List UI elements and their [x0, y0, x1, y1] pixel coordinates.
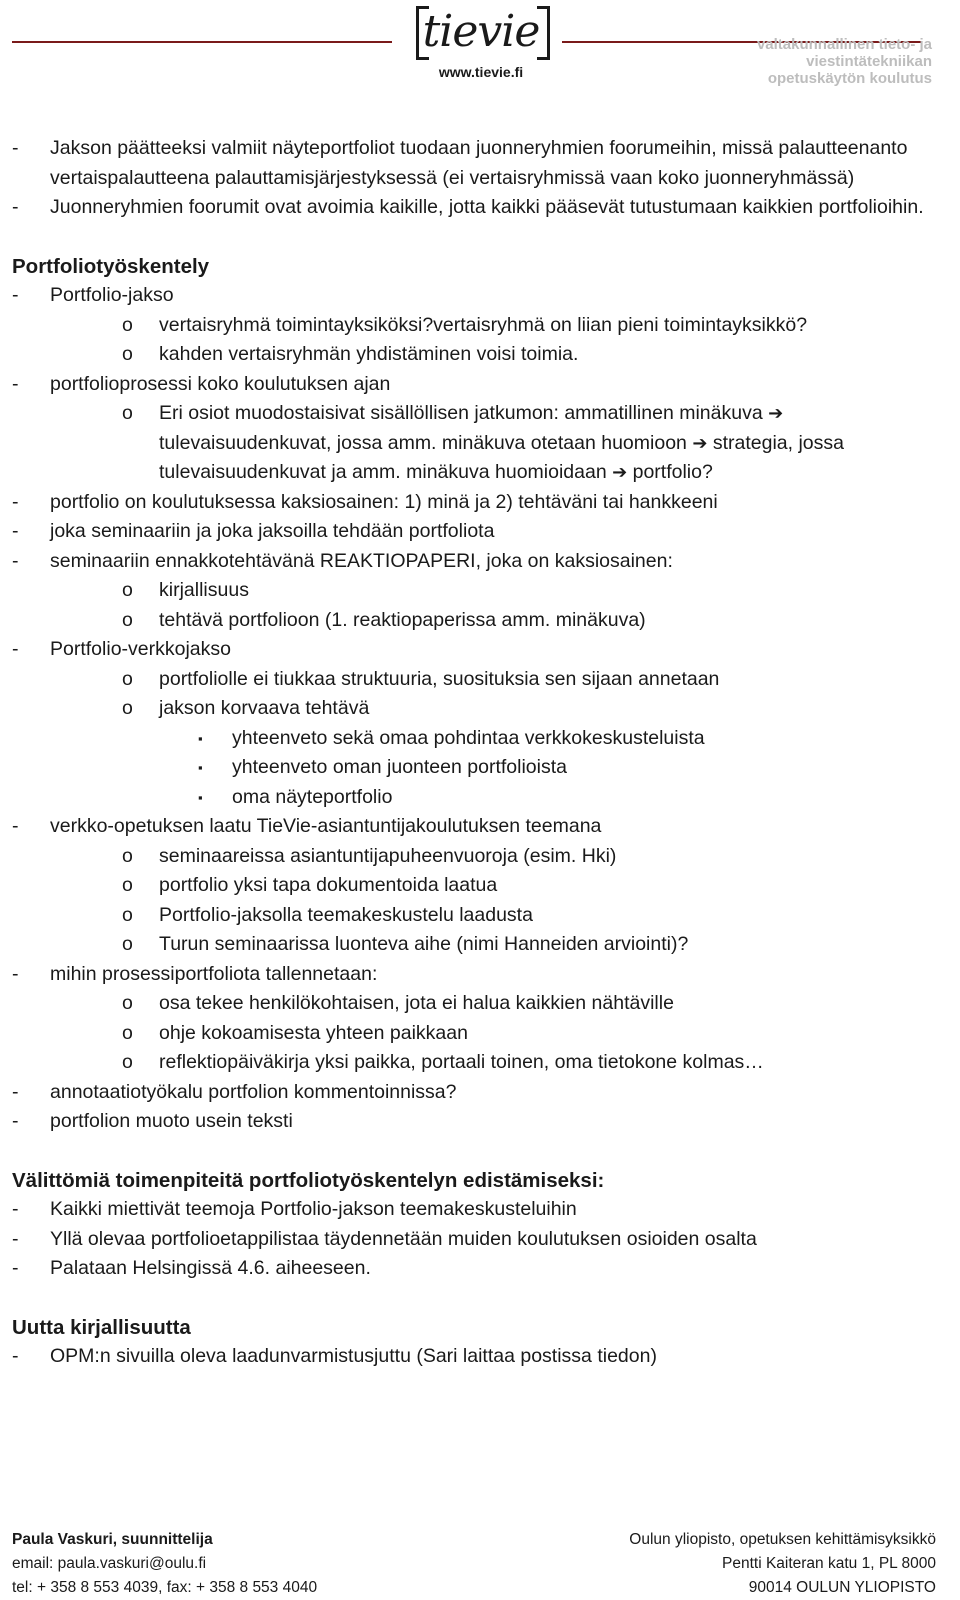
dash-bullet: - [12, 962, 19, 985]
list-item [12, 517, 942, 547]
list-item-text: Palataan Helsingissä 4.6. aiheeseen. [50, 1257, 371, 1279]
sub-item-text: tehtävä portfolioon (1. reaktiopaperissa amm. minäkuva) [159, 608, 646, 631]
sub-list-item [12, 901, 942, 931]
dash-bullet: - [12, 1345, 19, 1367]
sub-sub-item-text: yhteenveto sekä omaa pohdintaa verkkokeskusteluista [232, 726, 705, 749]
dash-bullet: - [12, 1198, 19, 1220]
circle-bullet: o [122, 579, 133, 601]
list-item-text: Portfolio-jakso [50, 284, 174, 306]
list-item [12, 1225, 942, 1255]
sub-item-text: osa tekee henkilökohtaisen, jota ei halua kaikkien nähtäville [159, 992, 674, 1014]
list-item [12, 281, 942, 311]
sub-list-item [12, 694, 942, 724]
list-item [12, 547, 942, 577]
sub-item-text: Eri osiot muodostaisivat sisällöllisen jatkumon: ammatillinen minäkuva [159, 402, 763, 424]
header-rule-left [12, 41, 392, 43]
list-item [12, 960, 942, 990]
sub-list-item [12, 311, 942, 341]
circle-bullet: o [122, 313, 133, 336]
list-item-text: seminaariin ennakkotehtävänä REAKTIOPAPERI, joka on kaksiosainen: [50, 549, 673, 572]
dash-bullet: - [12, 1080, 19, 1103]
dash-bullet: - [12, 520, 19, 542]
logo-wordmark: tievie [422, 6, 540, 57]
list-item [12, 488, 942, 518]
sub-item-text: portfolio? [632, 461, 713, 483]
header-tagline [692, 36, 932, 87]
sub-sub-list-item [12, 783, 942, 813]
tievie-logo [408, 2, 554, 82]
tagline-line: valtakunnallinen tieto- ja [756, 36, 932, 53]
circle-bullet: o [122, 844, 133, 867]
sub-item-text: Portfolio-jaksolla teemakeskustelu laadusta [159, 903, 533, 926]
footer-contact [12, 1528, 317, 1600]
sub-item-text: jakson korvaava tehtävä [159, 697, 370, 719]
square-bullet-icon: ▪ [198, 760, 203, 775]
sub-list-item [12, 871, 942, 901]
footer-address [629, 1528, 936, 1600]
sub-list-item [12, 576, 942, 606]
sub-list-item [12, 340, 942, 370]
sub-list-item [12, 989, 942, 1019]
sub-item-text: kahden vertaisryhmän yhdistäminen voisi toimia. [159, 343, 579, 365]
list-item-text: joka seminaariin ja joka jaksoilla tehdään portfoliota [50, 520, 495, 542]
sub-item-text: reflektiopäiväkirja yksi paikka, portaali toinen, oma tietokone kolmas… [159, 1051, 764, 1073]
footer-org: Oulun yliopisto, opetuksen kehittämisyksikkö [629, 1531, 936, 1548]
sub-sub-list-item [12, 753, 942, 783]
dash-bullet: - [12, 284, 19, 306]
circle-bullet: o [122, 903, 133, 926]
sub-list-item [12, 665, 942, 695]
list-item [12, 635, 942, 665]
right-arrow-icon: ➔ [612, 462, 628, 483]
dash-bullet: - [12, 196, 19, 218]
dash-bullet: - [12, 1257, 19, 1279]
list-item [12, 1195, 942, 1225]
list-item-text: Jakson päätteeksi valmiit näyteportfoliot tuodaan juonneryhmien foorumeihin, missä palautteenanto vertaispalautteena palauttamisjärjestyksessä (ei vertaisryhmissä vaan koko juonneryhmässä) [50, 137, 908, 189]
square-bullet-icon: ▪ [198, 789, 203, 805]
circle-bullet: o [122, 667, 133, 690]
circle-bullet: o [122, 874, 133, 896]
list-item-text: Yllä olevaa portfolioetappilistaa täydennetään muiden koulutuksen osioiden osalta [50, 1227, 757, 1250]
section-heading-toimenpiteet: Välittömiä toimenpiteitä portfoliotyöskentelyn edistämiseksi: [12, 1168, 605, 1192]
circle-bullet: o [122, 608, 133, 631]
tagline-line: viestintätekniikan [806, 53, 932, 70]
list-item [12, 1254, 942, 1284]
list-item [12, 134, 942, 193]
list-item-text: Kaikki miettivät teemoja Portfolio-jakson teemakeskusteluihin [50, 1198, 577, 1220]
list-item-text: Juonneryhmien foorumit ovat avoimia kaikille, jotta kaikki pääsevät tutustumaan kaikkien portfolioihin. [50, 196, 924, 218]
footer-phone: tel: + 358 8 553 4039, fax: + 358 8 553 4040 [12, 1579, 318, 1596]
circle-bullet: o [122, 933, 133, 955]
dash-bullet: - [12, 815, 19, 837]
list-item-text: portfolio on koulutuksessa kaksiosainen: 1) minä ja 2) tehtäväni tai hankkeeni [50, 490, 718, 513]
circle-bullet: o [122, 1051, 133, 1073]
circle-bullet: o [122, 343, 133, 365]
sub-list-item [12, 399, 942, 488]
sub-list-item [12, 930, 942, 960]
footer-city: 90014 OULUN YLIOPISTO [748, 1579, 936, 1596]
tagline-line: opetuskäytön koulutus [767, 70, 932, 87]
footer-street: Pentti Kaiteran katu 1, PL 8000 [722, 1555, 936, 1572]
right-arrow-icon: ➔ [768, 403, 784, 424]
document-body [12, 134, 942, 1372]
sub-item-text: strategia, jossa tulevaisuudenkuvat ja amm. minäkuva huomioidaan [159, 431, 844, 483]
list-item-text: annotaatiotyökalu portfolion kommentoinnissa? [50, 1080, 457, 1103]
right-arrow-icon: ➔ [692, 432, 708, 454]
list-item-text: verkko-opetuksen laatu TieVie-asiantuntijakoulutuksen teemana [50, 815, 602, 837]
list-item-text: Portfolio-verkkojakso [50, 638, 231, 660]
section-heading-portfoliotyoskentely: Portfoliotyöskentely [12, 254, 210, 278]
footer-name: Paula Vaskuri, suunnittelija [12, 1531, 213, 1548]
square-bullet-icon: ▪ [198, 730, 203, 746]
sub-item-text: tulevaisuudenkuvat, jossa amm. minäkuva otetaan huomioon [159, 431, 687, 454]
list-item-text: mihin prosessiportfoliota tallennetaan: [50, 962, 378, 985]
dash-bullet: - [12, 1110, 19, 1132]
list-item-text: portfolioprosessi koko koulutuksen ajan [50, 372, 391, 395]
dash-bullet: - [12, 372, 19, 395]
list-item [12, 1078, 942, 1108]
circle-bullet: o [122, 992, 133, 1014]
list-item [12, 1107, 942, 1137]
sub-item-text: Turun seminaarissa luonteva aihe (nimi Hanneiden arviointi)? [159, 933, 689, 955]
sub-item-text: portfoliolle ei tiukkaa struktuuria, suosituksia sen sijaan annetaan [159, 667, 720, 690]
footer-email: email: paula.vaskuri@oulu.fi [12, 1555, 207, 1572]
dash-bullet: - [12, 490, 19, 513]
sub-item-text: kirjallisuus [159, 579, 249, 601]
list-item [12, 193, 942, 223]
dash-bullet: - [12, 1227, 19, 1250]
list-item-text: portfolion muoto usein teksti [50, 1110, 293, 1132]
logo-url: www.tievie.fi [438, 64, 524, 80]
sub-item-text: seminaareissa asiantuntijapuheenvuoroja (esim. Hki) [159, 844, 617, 867]
sub-sub-item-text: yhteenveto oman juonteen portfolioista [232, 756, 567, 778]
circle-bullet: o [122, 402, 133, 424]
list-item-text: OPM:n sivuilla oleva laadunvarmistusjuttu (Sari laittaa postissa tiedon) [50, 1345, 657, 1367]
dash-bullet: - [12, 549, 19, 572]
sub-sub-item-text: oma näyteportfolio [232, 785, 393, 808]
sub-list-item [12, 1019, 942, 1049]
list-item [12, 1342, 942, 1372]
sub-item-text: ohje kokoamisesta yhteen paikkaan [159, 1021, 468, 1044]
sub-list-item [12, 842, 942, 872]
circle-bullet: o [122, 1021, 133, 1044]
sub-item-text: portfolio yksi tapa dokumentoida laatua [159, 874, 498, 896]
list-item [12, 370, 942, 400]
list-item [12, 812, 942, 842]
dash-bullet: - [12, 638, 19, 660]
circle-bullet: o [122, 697, 133, 719]
sub-list-item [12, 606, 942, 636]
sub-item-text: vertaisryhmä toimintayksiköksi?vertaisryhmä on liian pieni toimintayksikkö? [159, 313, 808, 336]
sub-list-item [12, 1048, 942, 1078]
sub-sub-list-item [12, 724, 942, 754]
dash-bullet: - [12, 137, 19, 159]
section-heading-kirjallisuus: Uutta kirjallisuutta [12, 1315, 191, 1339]
